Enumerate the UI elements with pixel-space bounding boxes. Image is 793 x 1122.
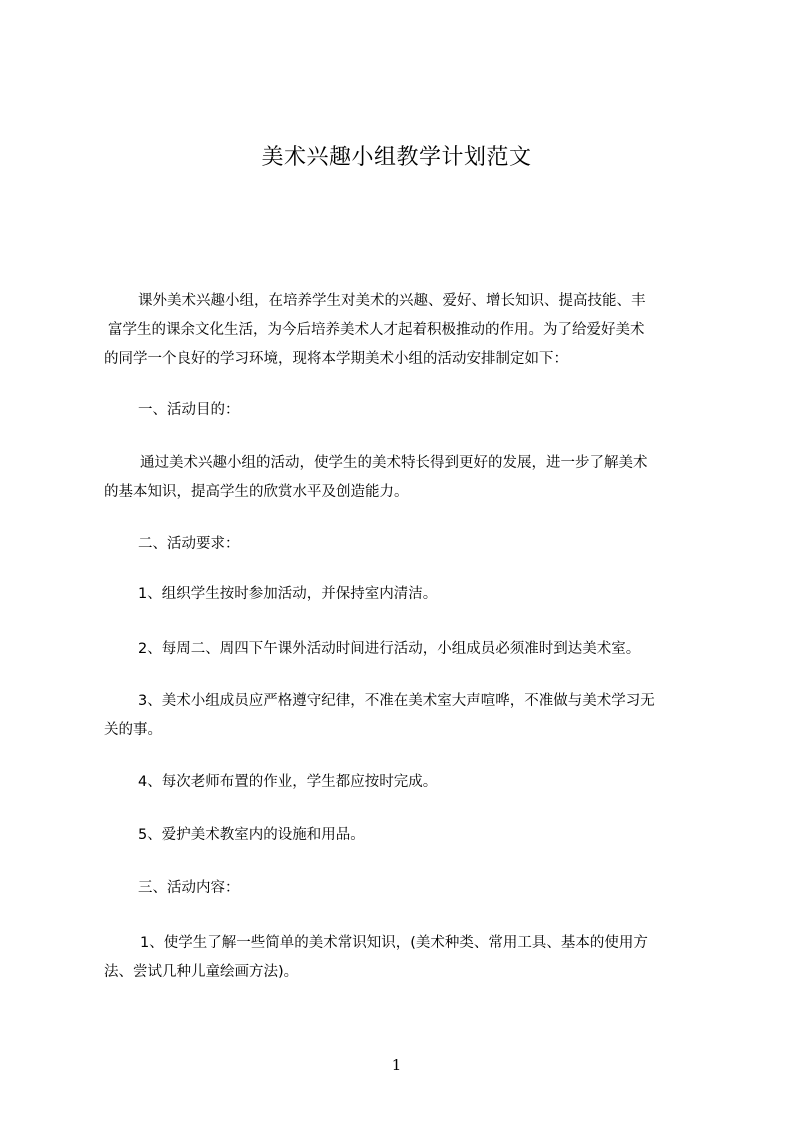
page-number: 1 [391,1056,402,1074]
document-title: 美术兴趣小组教学计划范文 [261,145,532,170]
purpose-line-2: 的基本知识，提高学生的欣赏水平及创造能力。 [104,484,409,500]
section-heading-purpose-text: 一、活动目的： [138,402,240,418]
purpose-paragraph [104,449,688,507]
intro-paragraph [104,287,688,374]
requirement-item-3-line-1: 3、美术小组成员应严格遵守纪律，不准在美术室大声喧哗，不准做与美术学习无 [138,693,655,709]
section-heading-content [104,874,688,903]
intro-line-3: 的同学一个良好的学习环境，现将本学期美术小组的活动安排制定如下： [104,351,568,367]
requirement-item-4: 4、每次老师布置的作业，学生都应按时完成。 [138,774,438,790]
requirement-item-1: 1、组织学生按时参加活动，并保持室内清洁。 [138,586,438,602]
section-heading-content-text: 三、活动内容： [138,880,240,896]
section-heading-requirements-text: 二、活动要求： [138,536,240,552]
requirement-item [104,580,688,609]
requirement-item [104,821,688,850]
intro-line-2: 富学生的课余文化生活，为今后培养美术人才起着积极推动的作用。为了给爱好美术 [108,322,645,338]
purpose-line-1: 通过美术兴趣小组的活动，使学生的美术特长得到更好的发展，进一步了解美术 [140,455,648,471]
requirement-item [104,768,688,797]
requirement-item [104,635,688,664]
intro-line-1: 课外美术兴趣小组，在培养学生对美术的兴趣、爱好、增长知识、提高技能、丰 [138,293,646,309]
content-item [104,929,688,987]
section-heading-requirements [104,530,688,559]
requirement-item [104,687,688,745]
section-heading-purpose [104,396,688,425]
content-item-1-line-1: 1、使学生了解一些简单的美术常识知识，(美术种类、常用工具、基本的使用方 [140,935,648,951]
content-item-1-line-2: 法、尝试几种儿童绘画方法)。 [104,964,299,980]
requirement-item-2: 2、每周二、周四下午课外活动时间进行活动，小组成员必须准时到达美术室。 [138,641,641,657]
requirement-item-5: 5、爱护美术教室内的设施和用品。 [138,827,365,843]
requirement-item-3-line-2: 关的事。 [104,722,162,738]
